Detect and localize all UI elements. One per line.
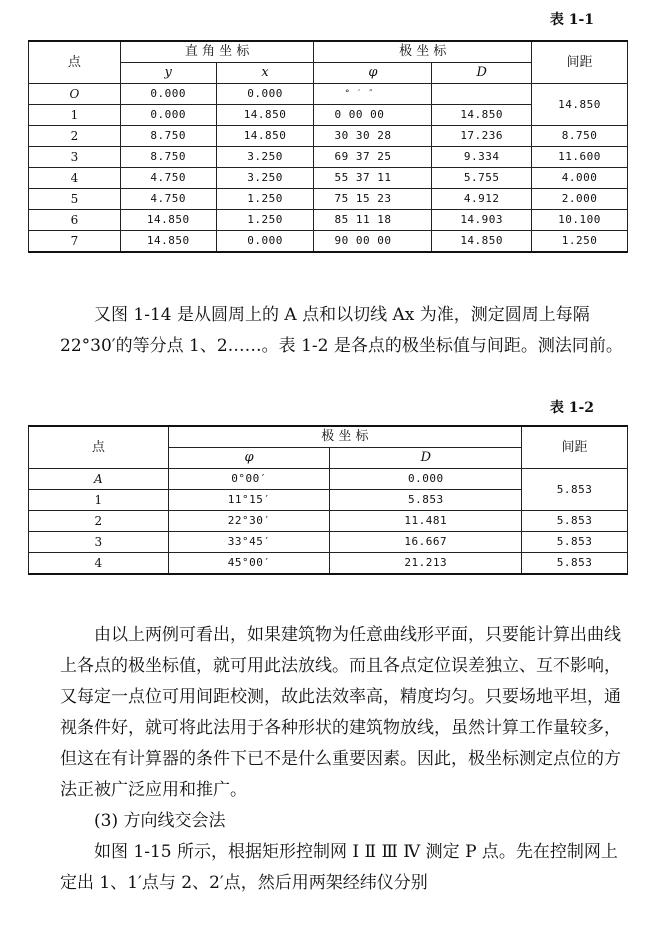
paragraph-2: [60, 620, 632, 899]
t1-spacing-5: 10.100: [532, 210, 628, 231]
t1-cell-x: 14.850: [216, 105, 314, 126]
t1-head-rect: 直 角 坐 标: [120, 41, 314, 63]
t1-cell-y: 14.850: [120, 210, 216, 231]
t1-cell-dms-units: ° ′ ″: [314, 84, 432, 105]
t2-spacing-0: 5.853: [522, 469, 628, 511]
t2-cell-d: 11.481: [330, 511, 522, 532]
table2: [28, 425, 628, 575]
t2-cell-phi: 0°00′: [168, 469, 330, 490]
t1-cell-point: 6: [29, 210, 121, 231]
t1-cell-point: 4: [29, 168, 121, 189]
t1-cell-point: 7: [29, 231, 121, 253]
t1-cell-phi: 0 00 00: [314, 105, 432, 126]
table1-caption: 表 1-1: [549, 12, 594, 28]
t2-cell-d: 21.213: [330, 553, 522, 575]
t1-spacing-6: 1.250: [532, 231, 628, 253]
t1-spacing-0: 14.850: [532, 84, 628, 126]
t1-cell-d: 14.850: [432, 231, 532, 253]
section-heading: (3) 方向线交会法: [94, 811, 226, 831]
table-row: [29, 532, 628, 553]
t2-cell-phi: 22°30′: [168, 511, 330, 532]
t2-head-spacing: 间距: [522, 426, 628, 469]
t1-cell-y: 14.850: [120, 231, 216, 253]
t2-spacing-1: 5.853: [522, 511, 628, 532]
table-row: [29, 511, 628, 532]
paragraph-3-text: 如图 1-15 所示，根据矩形控制网 Ⅰ Ⅱ Ⅲ Ⅳ 测定 P 点。先在控制网上定出 1、1′点与 2、2′点，然后用两架经纬仪分别: [60, 842, 618, 893]
t2-spacing-3: 5.853: [522, 553, 628, 575]
t1-cell-d: 17.236: [432, 126, 532, 147]
t1-spacing-2: 11.600: [532, 147, 628, 168]
t1-cell-x: 1.250: [216, 210, 314, 231]
t1-cell-point: 1: [29, 105, 121, 126]
t2-head-phi: φ: [168, 448, 330, 469]
t1-cell-phi: 69 37 25: [314, 147, 432, 168]
t1-head-point: 点: [29, 41, 121, 84]
table-row: [29, 553, 628, 575]
table-row: [29, 84, 628, 105]
paragraph-1: [60, 300, 632, 362]
t2-cell-phi: 33°45′: [168, 532, 330, 553]
t1-cell-y: 0.000: [120, 105, 216, 126]
t2-spacing-2: 5.853: [522, 532, 628, 553]
t1-cell-y: 8.750: [120, 147, 216, 168]
t1-cell-x: 3.250: [216, 168, 314, 189]
t1-cell-x: 0.000: [216, 231, 314, 253]
t1-cell-y: 8.750: [120, 126, 216, 147]
t1-cell-d: [432, 84, 532, 105]
t1-cell-point: O: [29, 84, 121, 105]
t1-cell-point: 3: [29, 147, 121, 168]
t1-spacing-3: 4.000: [532, 168, 628, 189]
paragraph-2-text: 由以上两例可看出，如果建筑物为任意曲线形平面，只要能计算出曲线上各点的极坐标值，就可用此法放线。而且各点定位误差独立、互不影响，又每定一点位可用间距校测，故此法效率高，精度均匀。只要场地平坦，通视条件好，就可将此法用于各种形状的建筑物放线，虽然计算工作量较多，但这在有计算器的条件下已不是什么重要因素。因此，极坐标测定点位的方法正被广泛应用和推广。: [60, 625, 621, 800]
paragraph-1-text: 又图 1-14 是从圆周上的 A 点和以切线 Ax 为准，测定圆周上每隔 22°30′的等分点 1、2……。表 1-2 是各点的极坐标值与间距。测法同前。: [60, 305, 623, 356]
table-row: [29, 231, 628, 253]
t2-cell-point: A: [29, 469, 169, 490]
t1-cell-y: 0.000: [120, 84, 216, 105]
t1-cell-x: 0.000: [216, 84, 314, 105]
t2-cell-d: 0.000: [330, 469, 522, 490]
t2-cell-phi: 45°00′: [168, 553, 330, 575]
t2-head-point: 点: [29, 426, 169, 469]
t1-cell-phi: 85 11 18: [314, 210, 432, 231]
t2-head-d: D: [330, 448, 522, 469]
t1-head-d: D: [432, 63, 532, 84]
table1: [28, 40, 628, 253]
table2-caption: 表 1-2: [549, 400, 594, 416]
t1-head-x: x: [216, 63, 314, 84]
t1-head-spacing: 间距: [532, 41, 628, 84]
t1-cell-d: 14.850: [432, 105, 532, 126]
t1-cell-d: 14.903: [432, 210, 532, 231]
t1-cell-d: 9.334: [432, 147, 532, 168]
t1-head-phi: φ: [314, 63, 432, 84]
t2-cell-phi: 11°15′: [168, 490, 330, 511]
t2-cell-point: 3: [29, 532, 169, 553]
t1-cell-phi: 75 15 23: [314, 189, 432, 210]
t1-head-polar: 极 坐 标: [314, 41, 532, 63]
t1-cell-d: 5.755: [432, 168, 532, 189]
table-row: [29, 147, 628, 168]
t1-cell-d: 4.912: [432, 189, 532, 210]
t2-cell-point: 1: [29, 490, 169, 511]
t2-cell-d: 16.667: [330, 532, 522, 553]
t2-cell-point: 4: [29, 553, 169, 575]
table-row: [29, 189, 628, 210]
table-row: [29, 168, 628, 189]
t1-cell-point: 5: [29, 189, 121, 210]
t1-cell-point: 2: [29, 126, 121, 147]
t2-cell-point: 2: [29, 511, 169, 532]
t2-cell-d: 5.853: [330, 490, 522, 511]
t1-cell-y: 4.750: [120, 168, 216, 189]
t1-cell-x: 14.850: [216, 126, 314, 147]
t1-cell-phi: 90 00 00: [314, 231, 432, 253]
t1-cell-x: 1.250: [216, 189, 314, 210]
t1-cell-y: 4.750: [120, 189, 216, 210]
t1-spacing-1: 8.750: [532, 126, 628, 147]
t1-head-y: y: [120, 63, 216, 84]
t1-cell-phi: 30 30 28: [314, 126, 432, 147]
t1-spacing-4: 2.000: [532, 189, 628, 210]
table-row: [29, 469, 628, 490]
t2-head-polar: 极 坐 标: [168, 426, 521, 448]
table-row: [29, 210, 628, 231]
t1-cell-x: 3.250: [216, 147, 314, 168]
table-row: [29, 126, 628, 147]
t1-cell-phi: 55 37 11: [314, 168, 432, 189]
